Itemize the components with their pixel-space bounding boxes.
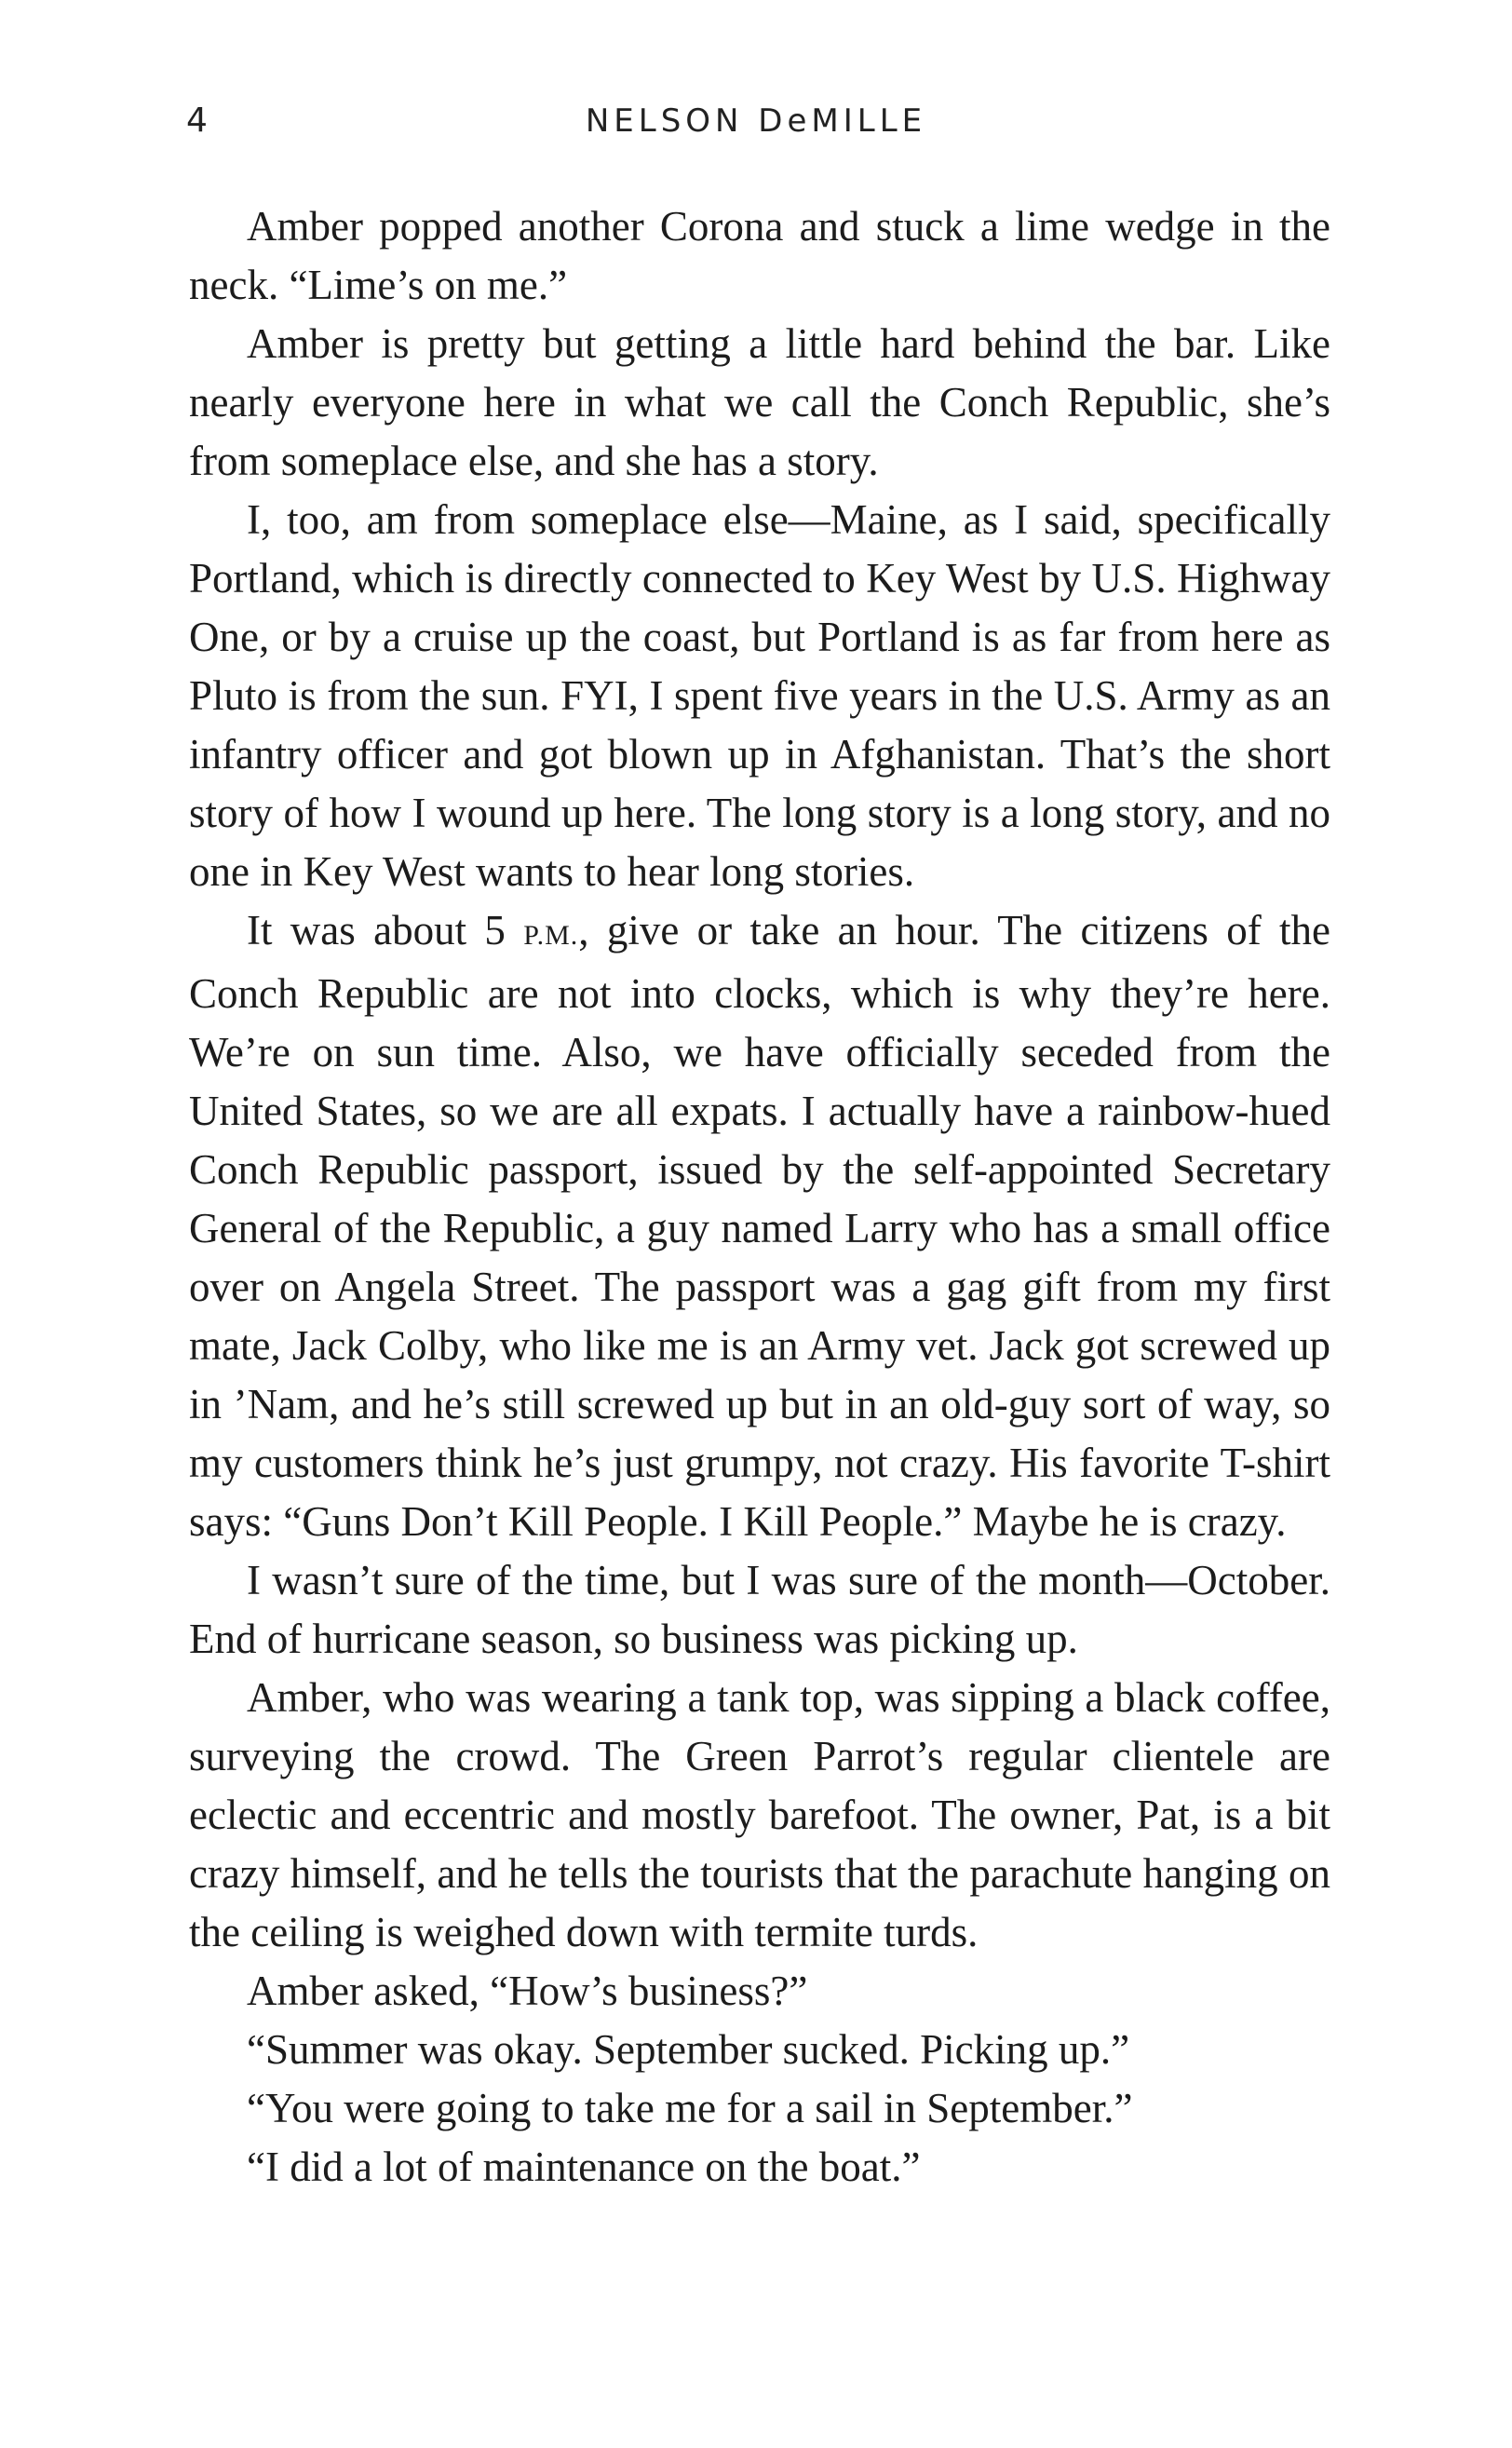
paragraph-text: It was about 5	[247, 907, 524, 954]
page-number: 4	[186, 101, 209, 140]
paragraph: Amber, who was wearing a tank top, was sipping a black coffee, surveying the crowd. The Green Parrot’s regular clientele are eclectic and eccentric and mostly barefoot. The owner, Pat, is a bit crazy himself, and he tells the tourists that the parachute hanging on the ceiling is weighed down with termite turds.	[189, 1674, 1330, 1955]
paragraph: “Summer was okay. September sucked. Picking up.”	[247, 2026, 1130, 2073]
paragraph: “I did a lot of maintenance on the boat.”	[247, 2144, 921, 2190]
paragraph: Amber is pretty but getting a little hard behind the bar. Like nearly everyone here in what we call the Conch Republic, she’s from someplace else, and she has a story.	[189, 320, 1330, 484]
body-text	[189, 197, 1330, 2197]
paragraph: I, too, am from someplace else—Maine, as I said, specifically Portland, which is directly connected to Key West by U.S. Highway One, or by a cruise up the coast, but Portland is as far from here as Pluto is from the sun. FYI, I spent five years in the U.S. Army as an infantry officer and got blown up in Afghanistan. That’s the short story of how I wound up here. The long story is a long story, and no one in Key West wants to hear long stories.	[189, 496, 1330, 895]
paragraph-text: , give or take an hour. The citizens of the Conch Republic are not into clocks, which is why they’re here. We’re on sun time. Also, we have officially seceded from the United States, so we are all expats. I actually have a rainbow-hued Conch Republic passport, issued by the self-appointed Secretary General of the Republic, a guy named Larry who has a small office over on Angela Street. The passport was a gag gift from my first mate, Jack Colby, who like me is an Army vet. Jack got screwed up in ’Nam, and he’s still screwed up but in an old-guy sort of way, so my customers think he’s just grumpy, not crazy. His favorite T-shirt says: “Guns Don’t Kill People. I Kill People.” Maybe he is crazy.	[189, 907, 1330, 1545]
paragraph: I wasn’t sure of the time, but I was sure of the month—October. End of hurricane season, so business was picking up.	[189, 1557, 1330, 1662]
running-head	[186, 93, 1326, 149]
paragraph: Amber popped another Corona and stuck a lime wedge in the neck. “Lime’s on me.”	[189, 203, 1330, 308]
running-head-author: NELSON DeMILLE	[585, 102, 927, 140]
paragraph: “You were going to take me for a sail in September.”	[247, 2085, 1133, 2131]
time-abbreviation: P.M.	[523, 920, 579, 951]
paragraph: Amber asked, “How’s business?”	[247, 1968, 808, 2014]
paragraph	[189, 901, 1330, 1551]
